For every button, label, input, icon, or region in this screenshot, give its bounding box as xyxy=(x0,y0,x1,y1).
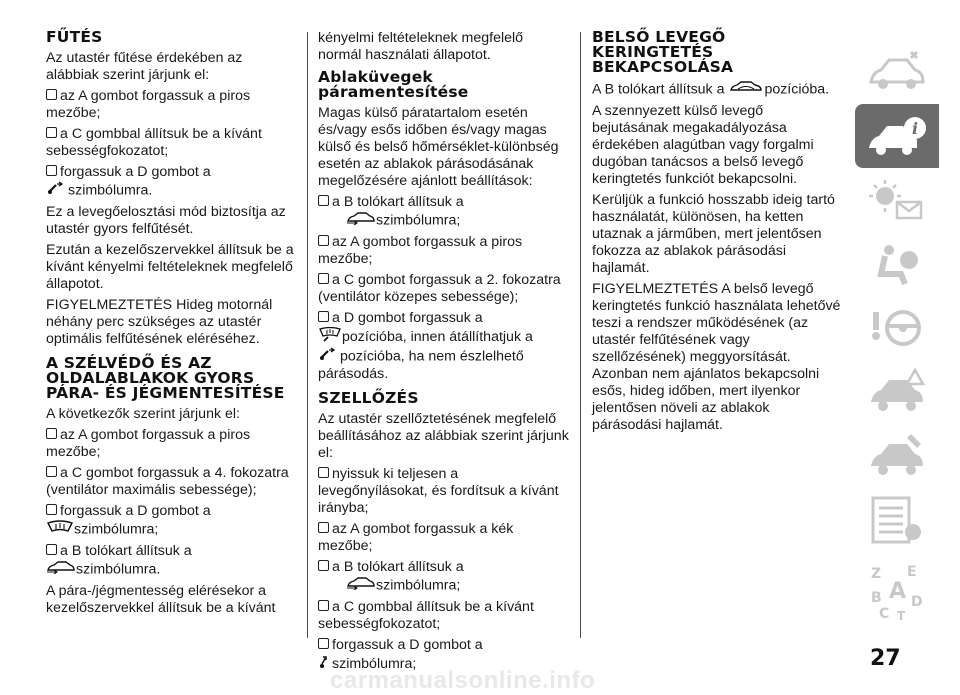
paragraph: Az utastér fűtése érdekében az alábbiak szerint járjunk el: xyxy=(46,50,243,83)
steering-wheel-icon xyxy=(867,304,927,352)
paragraph-warning: FIGYELMEZTETÉS Hideg motornál néhány perc szükséges az utastér optimális felfűtésének eléréséhez. xyxy=(46,297,273,347)
car-service-icon xyxy=(867,432,927,480)
tab-warning-lights[interactable] xyxy=(855,168,939,232)
heading-ablakuvegek: Ablaküvegek páramentesítése xyxy=(318,68,469,101)
list-item: a D gombot forgassuk a pozícióba, innen átállíthatjuk a pozícióba, ha nem észlelhető párásodás. xyxy=(318,310,533,382)
checkbox-bullet-icon xyxy=(318,600,329,611)
list-item: a C gombot forgassuk a 2. fokozatra (ventilátor közepes sebessége); xyxy=(318,272,561,305)
list-item: forgassuk a D gombot a szimbólumra; xyxy=(318,637,570,674)
heading-futes: FŰTÉS xyxy=(46,28,103,46)
svg-text:B: B xyxy=(871,590,882,606)
svg-text:i: i xyxy=(912,119,919,138)
list-item: a B tolókart állítsuk a szimbólumra; xyxy=(318,194,570,230)
checkbox-bullet-icon xyxy=(318,638,329,649)
checkbox-bullet-icon xyxy=(46,127,57,138)
list-item: forgassuk a D gombot a szimbólumra. xyxy=(46,164,298,200)
svg-text:Z: Z xyxy=(871,566,882,582)
column-middle xyxy=(318,30,570,678)
fresh-air-car-icon xyxy=(346,576,376,595)
tab-safety[interactable] xyxy=(855,232,939,296)
tab-emergency[interactable] xyxy=(855,360,939,424)
svg-text:D: D xyxy=(911,594,923,610)
checkbox-bullet-icon xyxy=(46,504,57,515)
car-breakdown-icon xyxy=(867,368,927,416)
paragraph: A szennyezett külső levegő bejutásának megakadályozása érdekében alagútban vagy forgalmi dugóban tanácsos a belső levegő keringtetés funkciót bekapcsolni. xyxy=(592,103,814,187)
checkbox-bullet-icon xyxy=(46,466,57,477)
paragraph: A pára-/jégmentesség elérésekor a kezelőszervekkel állítsuk be a kívánt xyxy=(46,583,276,616)
paragraph: Ez a levegőelosztási mód biztosítja az utastér gyors felfűtését. xyxy=(46,204,286,237)
list-item: nyissuk ki teljesen a levegőnyílásokat, és fordítsuk a kívánt irányba; xyxy=(318,466,559,516)
tab-dashboard[interactable] xyxy=(855,40,939,104)
column-divider xyxy=(580,32,581,638)
svg-text:C: C xyxy=(879,606,890,622)
car-info-icon xyxy=(867,112,927,160)
tab-maintenance[interactable] xyxy=(855,424,939,488)
specs-list-icon xyxy=(867,496,927,544)
checkbox-bullet-icon xyxy=(318,235,329,246)
page-number: 27 xyxy=(870,646,901,671)
paragraph: A következők szerint járjunk el: xyxy=(46,406,240,422)
list-item: forgassuk a D gombot a szimbólumra; xyxy=(46,503,298,539)
paragraph: A B tolókart állítsuk a pozícióba. xyxy=(592,81,830,98)
tab-technical-data[interactable] xyxy=(855,488,939,552)
checkbox-bullet-icon xyxy=(318,522,329,533)
list-item: az A gombot forgassuk a piros mezőbe; xyxy=(46,427,251,460)
paragraph: kényelmi feltételeknek megfelelő normál használati állapotot. xyxy=(318,30,524,63)
windshield-feet-icon xyxy=(318,327,342,347)
list-item: a C gombot forgassuk a 4. fokozatra (ventilátor maximális sebessége); xyxy=(46,465,289,498)
checkbox-bullet-icon xyxy=(318,560,329,571)
checkbox-bullet-icon xyxy=(318,467,329,478)
checkbox-bullet-icon xyxy=(46,165,57,176)
checkbox-bullet-icon xyxy=(318,311,329,322)
list-item: a B tolókart állítsuk a szimbólumra; xyxy=(318,559,570,595)
column-right xyxy=(592,30,842,438)
feet-airflow-icon xyxy=(318,347,340,366)
paragraph-warning: FIGYELMEZTETÉS A belső levegő keringtetés funkció használata lehetővé teszi a rendszer működésének (az utastér felfűtésének vagy szellőzésének) meggyorsítását. Azonban nem ajánlatos bekapcsolni esős, hideg időben, mert ilyenkor jelentősen növeli az ablakok párásodási hajlamát. xyxy=(592,281,841,433)
list-item: a B tolókart állítsuk a szimbólumra. xyxy=(46,543,298,579)
recirculation-car-icon xyxy=(728,80,764,99)
tab-info[interactable] xyxy=(855,104,939,168)
list-item: az A gombot forgassuk a piros mezőbe; xyxy=(318,234,523,267)
checkbox-bullet-icon xyxy=(46,544,57,555)
svg-text:T: T xyxy=(897,609,906,623)
column-left xyxy=(46,30,298,621)
fresh-air-car-icon xyxy=(346,211,376,230)
heading-szelvedo: A SZÉLVÉDŐ ÉS AZ OLDALABLAKOK GYORS PÁRA- ÉS JÉGMENTESÍTÉSE xyxy=(46,354,285,402)
windshield-defrost-icon xyxy=(46,520,74,539)
watermark-footer: carmanualsonline.info xyxy=(330,667,596,694)
list-item: az A gombot forgassuk a kék mezőbe; xyxy=(318,521,514,554)
paragraph: Ezután a kezelőszervekkel állítsuk be a kívánt kényelmi feltételeknek megfelelő állapotot. xyxy=(46,242,294,292)
column-divider xyxy=(307,32,308,638)
heading-szellozes: SZELLŐZÉS xyxy=(318,389,419,407)
alphabet-index-icon xyxy=(867,560,927,624)
svg-text:A: A xyxy=(889,579,907,604)
tab-starting-driving[interactable] xyxy=(855,296,939,360)
warning-lights-icon xyxy=(867,176,927,224)
list-item: a C gombbal állítsuk be a kívánt sebességfokozatot; xyxy=(46,126,262,159)
tab-index[interactable] xyxy=(855,552,939,623)
paragraph: Magas külső páratartalom esetén és/vagy esős időben és/vagy magas külső és belső hőmérséklet-különbség esetén az ablakok párásodásának megelőzésére ajánlott beállítások: xyxy=(318,105,559,189)
fresh-air-car-icon xyxy=(46,560,76,579)
checkbox-bullet-icon xyxy=(318,273,329,284)
list-item: az A gombot forgassuk a piros mezőbe; xyxy=(46,88,251,121)
paragraph: Az utastér szellőztetésének megfelelő beállításához az alábbiak szerint járjunk el: xyxy=(318,411,569,461)
paragraph: Kerüljük a funkció hosszabb ideig tartó használatát, különösen, ha ketten utaznak a járműben, mert jelentősen fokozza az ablakok párásodási hajlamát. xyxy=(592,192,835,276)
feet-airflow-icon xyxy=(46,181,68,200)
checkbox-bullet-icon xyxy=(46,428,57,439)
airbag-seat-icon xyxy=(867,240,927,288)
checkbox-bullet-icon xyxy=(46,89,57,100)
heading-belso-levego: BELSŐ LEVEGŐ KERINGTETÉS BEKAPCSOLÁSA xyxy=(592,28,734,76)
list-item: a C gombbal állítsuk be a kívánt sebességfokozatot; xyxy=(318,599,534,632)
car-dashboard-icon xyxy=(867,48,927,96)
checkbox-bullet-icon xyxy=(318,195,329,206)
svg-text:E: E xyxy=(907,564,917,580)
